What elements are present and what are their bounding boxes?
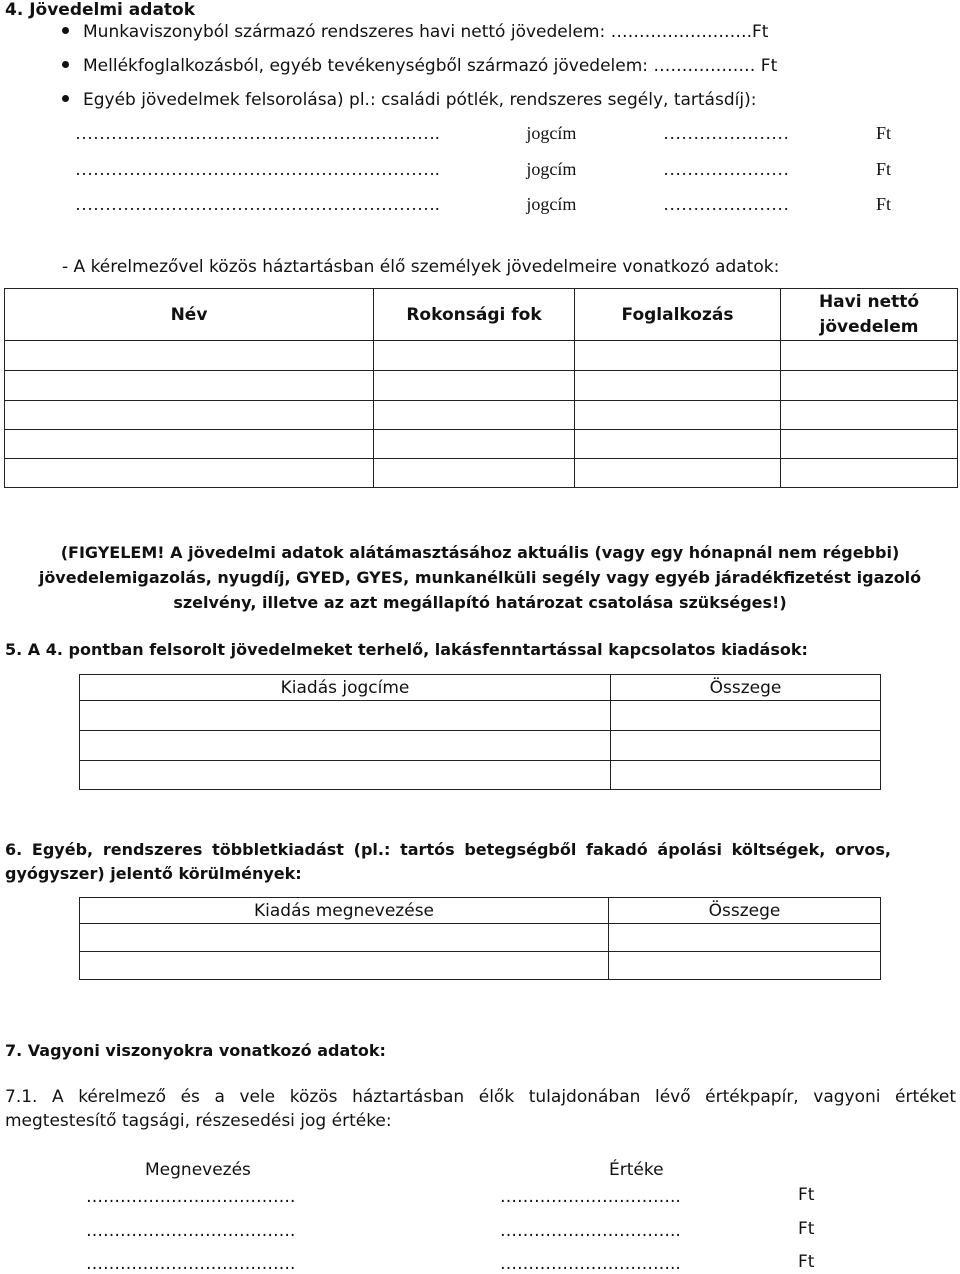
section-6-heading-line-2: gyógyszer) jelentő körülmények: [5, 864, 302, 883]
section-4-heading: 4. Jövedelmi adatok [5, 0, 196, 20]
column-label-value: Értéke [609, 1160, 664, 1180]
asset-unit-2: Ft [798, 1219, 815, 1239]
table-row[interactable] [5, 371, 958, 401]
housing-expenses-table [79, 674, 881, 790]
asset-name-field-3[interactable]: ………………………………. [86, 1254, 296, 1274]
header-relationship: Rokonsági fok [374, 289, 575, 341]
bullet-icon [62, 27, 69, 34]
header-expense-title: Kiadás jogcíme [80, 675, 611, 701]
income-line-employment-text: Munkaviszonyból származó rendszeres havi nettó jövedelem: …………………….Ft [83, 22, 769, 42]
asset-unit-3: Ft [798, 1252, 815, 1272]
header-amount: Összege [611, 675, 881, 701]
header-amount: Összege [609, 898, 881, 924]
income-line-secondary-text: Mellékfoglalkozásból, egyéb tevékenységből származó jövedelem: ……………… Ft [83, 56, 778, 76]
asset-value-field-3[interactable]: ………………………….. [500, 1254, 681, 1274]
income-line-other-text: Egyéb jövedelmek felsorolása) pl.: családi pótlék, rendszeres segély, tartásdíj): [83, 90, 757, 110]
section-7-heading: 7. Vagyoni viszonyokra vonatkozó adatok: [5, 1041, 386, 1060]
bullet-icon [62, 95, 69, 102]
income-line-other [62, 90, 756, 110]
table-row[interactable] [80, 731, 881, 761]
section-5-heading: 5. A 4. pontban felsorolt jövedelmeket terhelő, lakásfenntartással kapcsolatos kiadások: [5, 640, 808, 659]
asset-name-field-2[interactable]: ………………………………. [86, 1221, 296, 1241]
table-row[interactable] [5, 401, 958, 430]
other-income-entry-3[interactable]: ……………………………………………………. jogcím ………………… Ft [75, 194, 891, 214]
table-row[interactable] [5, 341, 958, 371]
asset-unit-1: Ft [798, 1185, 815, 1205]
bullet-icon [62, 61, 69, 68]
header-expense-name: Kiadás megnevezése [80, 898, 609, 924]
other-income-entry-2[interactable]: ……………………………………………………. jogcím ………………… Ft [75, 159, 891, 179]
table-row[interactable] [5, 430, 958, 459]
section-7-1-line-2: megtestesítő tagsági, részesedési jog értéke: [5, 1111, 392, 1131]
table-row[interactable] [80, 701, 881, 731]
table-row[interactable] [5, 459, 958, 488]
household-intro: - A kérelmezővel közös háztartásban élő személyek jövedelmeire vonatkozó adatok: [62, 257, 780, 277]
section-7-1-line-1: 7.1. A kérelmező és a vele közös háztartásban élők tulajdonában lévő értékpapír, vagyoni értéket [5, 1087, 956, 1107]
extra-expenses-table [79, 897, 881, 980]
table-row[interactable] [80, 761, 881, 790]
asset-value-field-2[interactable]: ………………………….. [500, 1221, 681, 1241]
header-name: Név [5, 289, 374, 341]
table-row[interactable] [80, 924, 881, 952]
asset-value-field-1[interactable]: ………………………….. [500, 1187, 681, 1207]
table-row[interactable] [80, 952, 881, 980]
income-line-secondary[interactable] [62, 56, 777, 76]
income-line-employment[interactable] [62, 22, 768, 42]
asset-name-field-1[interactable]: ………………………………. [86, 1187, 296, 1207]
notice-text: (FIGYELEM! A jövedelmi adatok alátámasztásához aktuális (vagy egy hónapnál nem régebbi) jövedelemigazolás, nyugdíj, GYED, GYES, munkanélküli segély vagy egyéb járadékfizetést igazoló szelvény, illetve az azt megállapító határozat csatolása szükséges!) [38, 543, 922, 612]
column-label-name: Megnevezés [145, 1160, 251, 1180]
header-occupation: Foglalkozás [575, 289, 781, 341]
household-income-table [4, 288, 958, 488]
section-6-heading-line-1: 6. Egyéb, rendszeres többletkiadást (pl.: tartós betegségből fakadó ápolási költségek, orvos, [5, 840, 891, 859]
other-income-entry-1[interactable]: ……………………………………………………. jogcím ………………… Ft [75, 123, 891, 143]
header-monthly-net-income: Havi nettó jövedelem [781, 289, 958, 341]
